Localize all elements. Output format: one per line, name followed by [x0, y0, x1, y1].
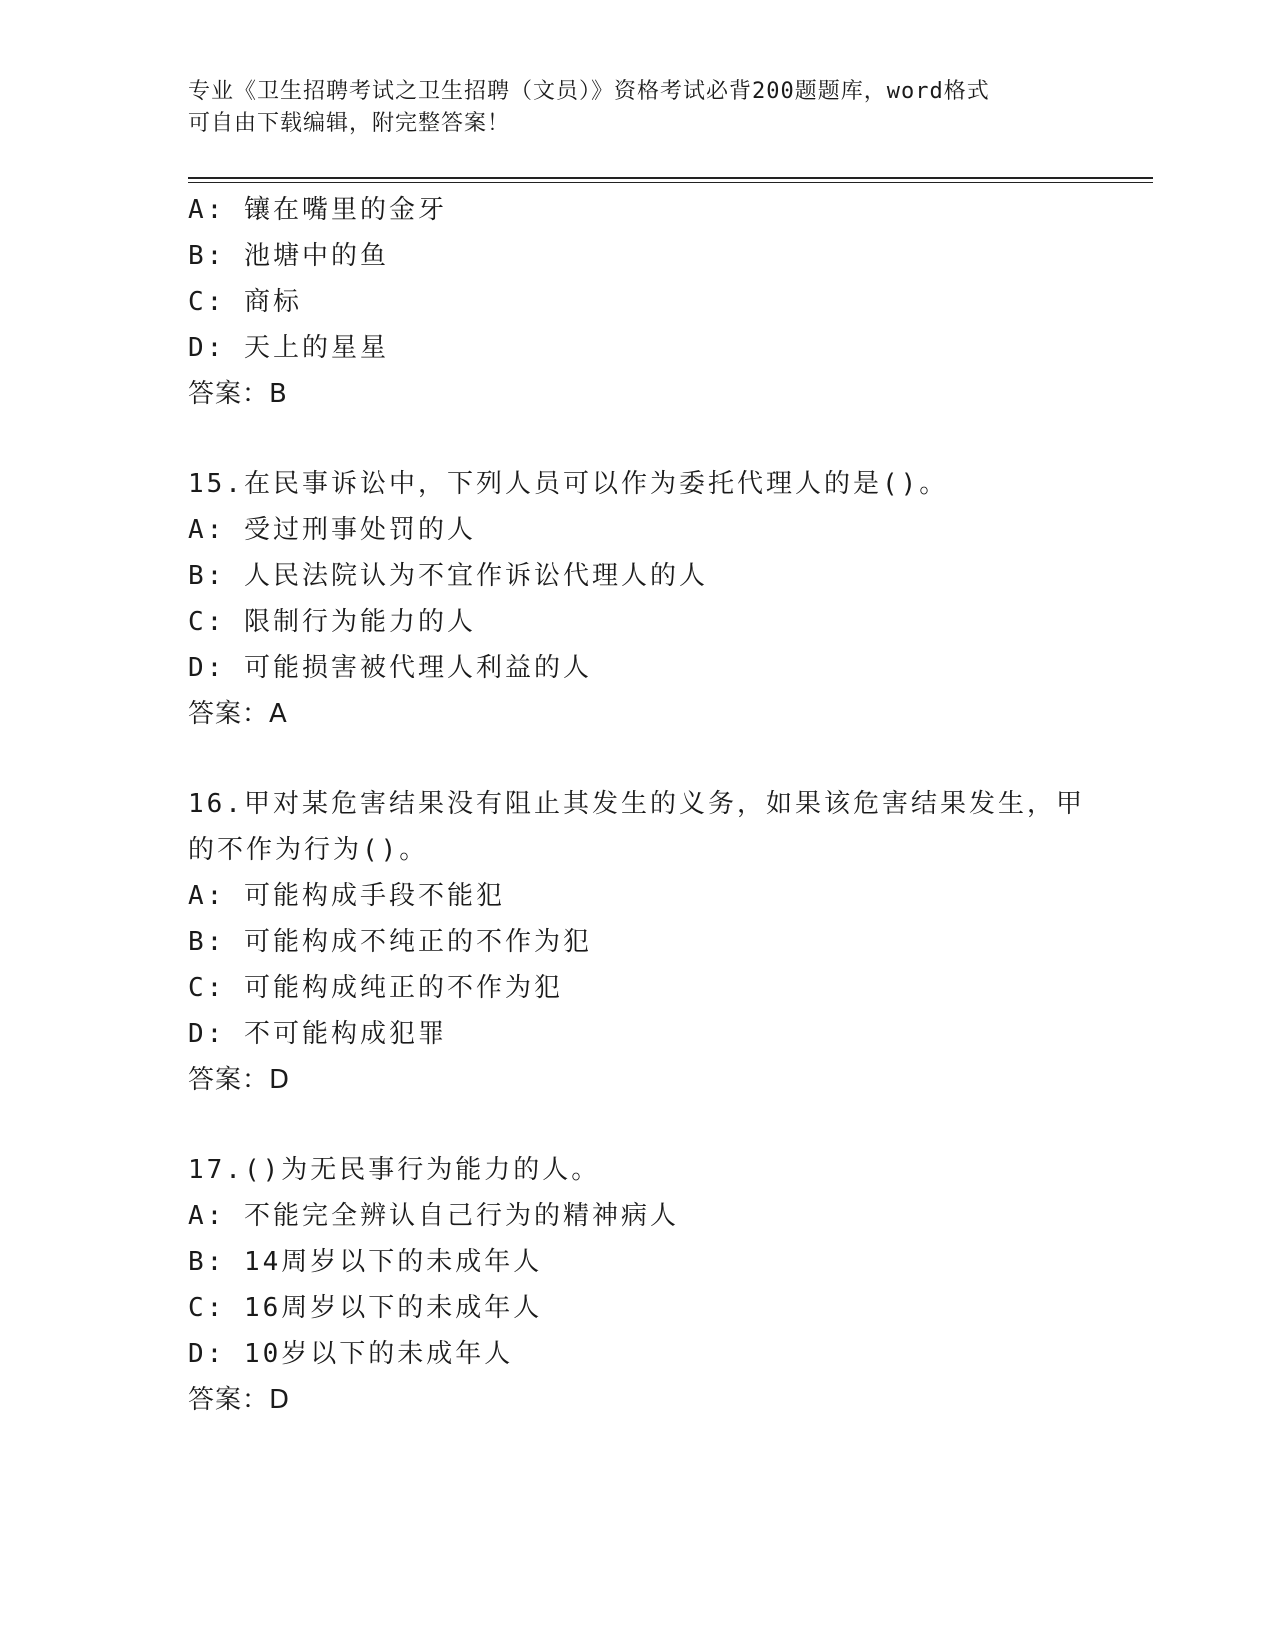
question-block-17: [188, 1147, 1088, 1423]
option-a: A: 镶在嘴里的金牙: [188, 195, 447, 225]
answer-line: 答案：A: [188, 699, 288, 729]
option-b: B: 池塘中的鱼: [188, 241, 389, 271]
option-b: B: 14周岁以下的未成年人: [188, 1247, 543, 1277]
spacer: [188, 737, 1088, 781]
option-c: C: 可能构成纯正的不作为犯: [188, 973, 563, 1003]
question-text: 15.在民事诉讼中，下列人员可以作为委托代理人的是()。: [188, 469, 949, 499]
option-a: A: 不能完全辨认自己行为的精神病人: [188, 1201, 679, 1231]
header-title-line-2: 可自由下载编辑，附完整答案！: [188, 111, 511, 136]
option-d: D: 天上的星星: [188, 333, 389, 363]
header-title-line-1: 专业《卫生招聘考试之卫生招聘（文员）》资格考试必背200题题库，word格式: [188, 79, 990, 104]
question-text-line-2: 的不作为行为()。: [188, 835, 429, 865]
spacer: [188, 1103, 1088, 1147]
question-block-15: [188, 461, 1088, 737]
header-divider-thick: [188, 177, 1153, 179]
option-d: D: 10岁以下的未成年人: [188, 1339, 514, 1369]
option-a: A: 可能构成手段不能犯: [188, 881, 505, 911]
question-list: [188, 187, 1088, 1423]
spacer: [188, 417, 1088, 461]
answer-line: 答案：B: [188, 379, 288, 409]
option-d: D: 不可能构成犯罪: [188, 1019, 447, 1049]
option-b: B: 人民法院认为不宜作诉讼代理人的人: [188, 561, 708, 591]
header-divider-thin: [188, 182, 1153, 183]
question-text-line-1: 16.甲对某危害结果没有阻止其发生的义务，如果该危害结果发生，甲: [188, 789, 1085, 819]
option-a: A: 受过刑事处罚的人: [188, 515, 476, 545]
document-header: [188, 76, 1088, 140]
option-c: C: 16周岁以下的未成年人: [188, 1293, 543, 1323]
question-block-16: [188, 781, 1088, 1103]
answer-line: 答案：D: [188, 1065, 291, 1095]
question-block-14: [188, 187, 1088, 417]
option-c: C: 限制行为能力的人: [188, 607, 476, 637]
option-d: D: 可能损害被代理人利益的人: [188, 653, 592, 683]
option-b: B: 可能构成不纯正的不作为犯: [188, 927, 592, 957]
answer-line: 答案：D: [188, 1385, 291, 1415]
option-c: C: 商标: [188, 287, 302, 317]
question-text: 17.()为无民事行为能力的人。: [188, 1155, 601, 1185]
